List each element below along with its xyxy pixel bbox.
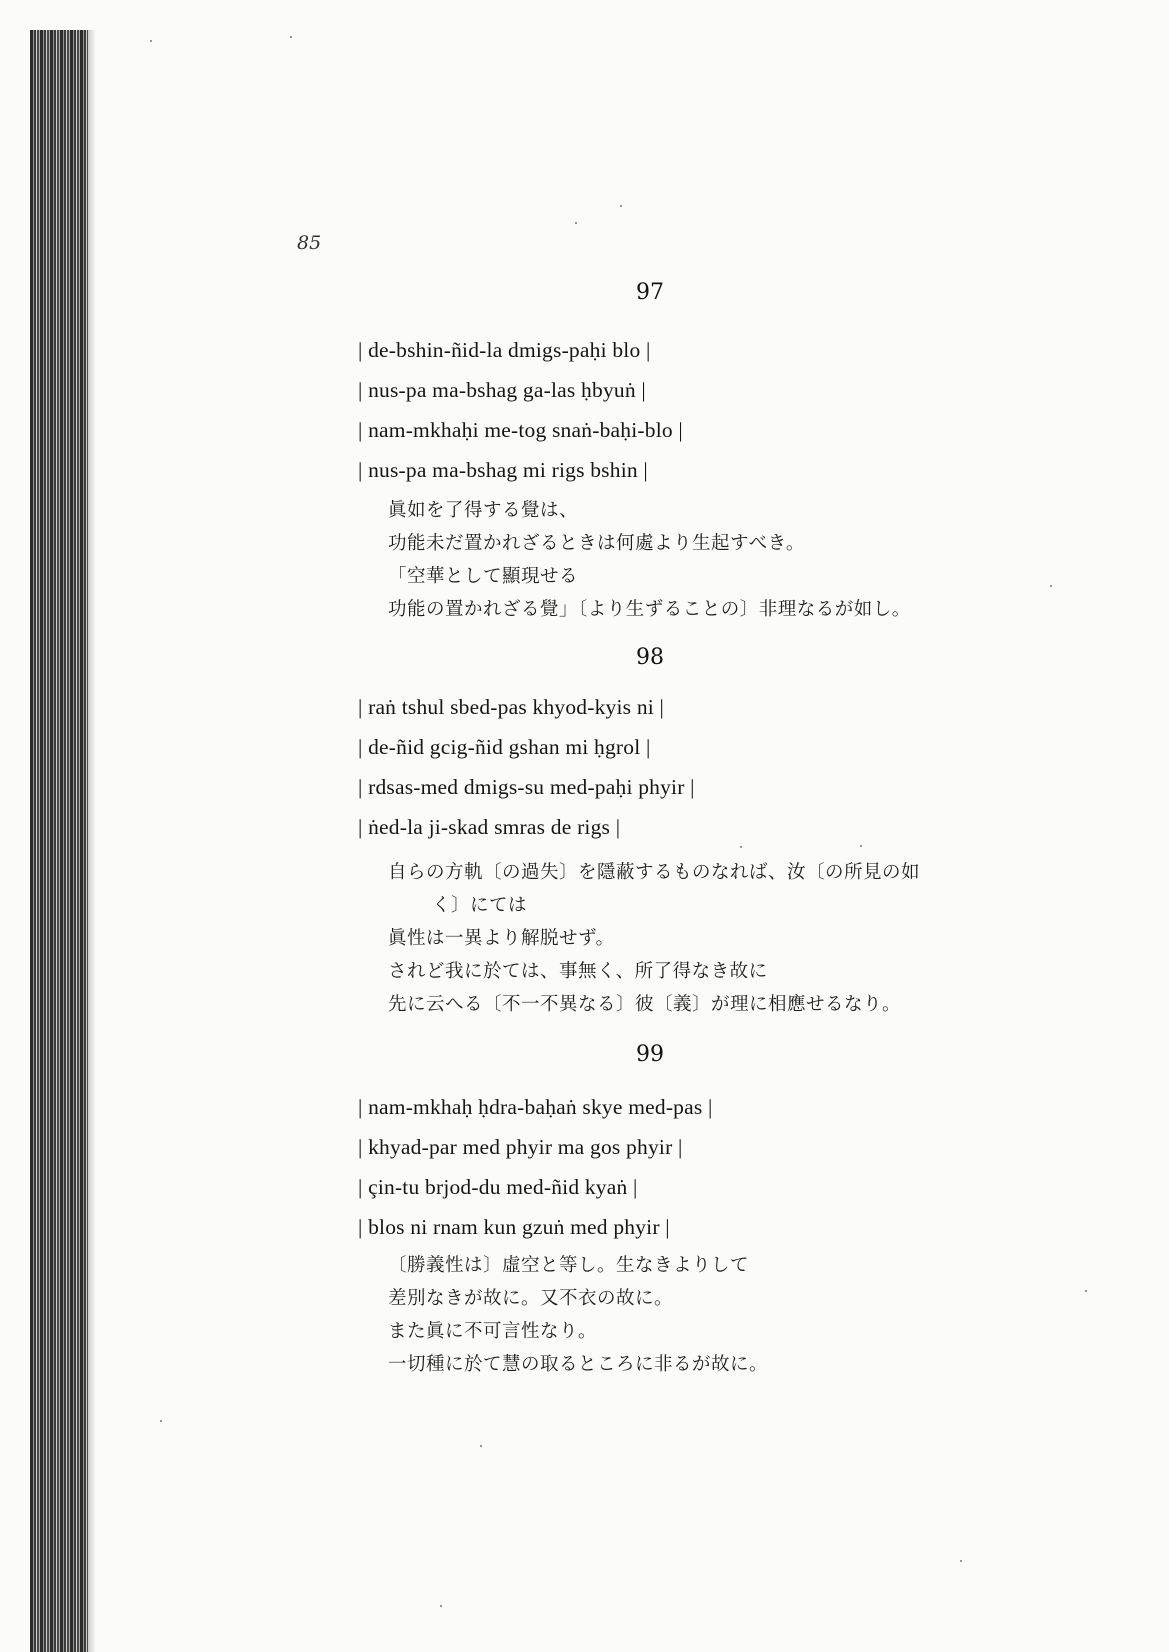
japanese-line: 眞如を了得する覺は、 — [388, 500, 579, 521]
scan-speck — [440, 1605, 442, 1607]
book-binding-edge — [30, 30, 88, 1652]
tibetan-line: | de-ñid gcig-ñid gshan mi ḥgrol | — [358, 735, 651, 759]
japanese-line: く〕にては — [432, 895, 528, 916]
tibetan-line: | nus-pa ma-bshag ga-las ḥbyuṅ | — [358, 378, 646, 402]
tibetan-line: | ṅed-la ji-skad smras de rigs | — [358, 815, 621, 839]
tibetan-verse-99 — [358, 1087, 713, 1247]
japanese-line: 一切種に於て慧の取るところに非るが故に。 — [388, 1354, 769, 1375]
verse-number-99: 99 — [636, 1042, 664, 1067]
tibetan-line: | khyad-par med phyir ma gos phyir | — [358, 1135, 683, 1159]
japanese-line: 眞性は一異より解脱せず。 — [388, 928, 615, 949]
scan-speck — [160, 1420, 162, 1422]
japanese-line: 〔勝義性は〕虛空と等し。生なきよりして — [388, 1255, 750, 1276]
tibetan-line: | nam-mkhaḥi me-tog snaṅ-baḥi-blo | — [358, 418, 683, 442]
japanese-line: 功能の置かれざる覺」〔より生ずることの〕非理なるが如し。 — [388, 599, 911, 620]
verse-number-97: 97 — [636, 280, 664, 305]
scan-speck — [575, 222, 577, 224]
scan-speck — [960, 1560, 962, 1562]
scan-speck — [1050, 585, 1052, 587]
binding-shadow — [88, 30, 96, 1652]
japanese-line: 先に云へる〔不一不異なる〕彼〔義〕が理に相應せるなり。 — [388, 994, 902, 1015]
tibetan-line: | çin-tu brjod-du med-ñid kyaṅ | — [358, 1175, 638, 1199]
tibetan-line: | blos ni rnam kun gzuṅ med phyir | — [358, 1215, 670, 1239]
scan-speck — [150, 40, 152, 42]
japanese-translation-99 — [388, 1249, 768, 1381]
japanese-line: されど我に於ては、事無く、所了得なき故に — [388, 961, 768, 982]
japanese-line: 功能未だ置かれざるときは何處より生起すべき。 — [388, 533, 805, 554]
tibetan-verse-98 — [358, 687, 695, 847]
verse-number-98: 98 — [636, 645, 664, 670]
japanese-line: また眞に不可言性なり。 — [388, 1321, 598, 1342]
scan-speck — [1085, 1290, 1087, 1292]
scan-speck — [620, 205, 622, 207]
japanese-translation-97 — [388, 494, 911, 626]
tibetan-line: | nus-pa ma-bshag mi rigs bshin | — [358, 458, 648, 482]
scan-speck — [740, 846, 742, 848]
japanese-line: 差別なきが故に。又不衣の故に。 — [388, 1288, 674, 1309]
scan-speck — [290, 36, 292, 38]
scan-speck — [860, 845, 862, 847]
japanese-line: 自らの方軌〔の過失〕を隱蔽するものなれば、汝〔の所見の如 — [388, 862, 921, 883]
tibetan-verse-97 — [358, 330, 683, 490]
japanese-translation-98 — [388, 856, 920, 1021]
tibetan-line: | de-bshin-ñid-la dmigs-paḥi blo | — [358, 338, 651, 362]
tibetan-line: | raṅ tshul sbed-pas khyod-kyis ni | — [358, 695, 665, 719]
page-marker: 85 — [297, 232, 322, 254]
tibetan-line: | nam-mkhaḥ ḥdra-baḥaṅ skye med-pas | — [358, 1095, 713, 1119]
japanese-line: 「空華として顯現せる — [388, 566, 579, 587]
tibetan-line: | rdsas-med dmigs-su med-paḥi phyir | — [358, 775, 695, 799]
scan-speck — [480, 1445, 482, 1447]
